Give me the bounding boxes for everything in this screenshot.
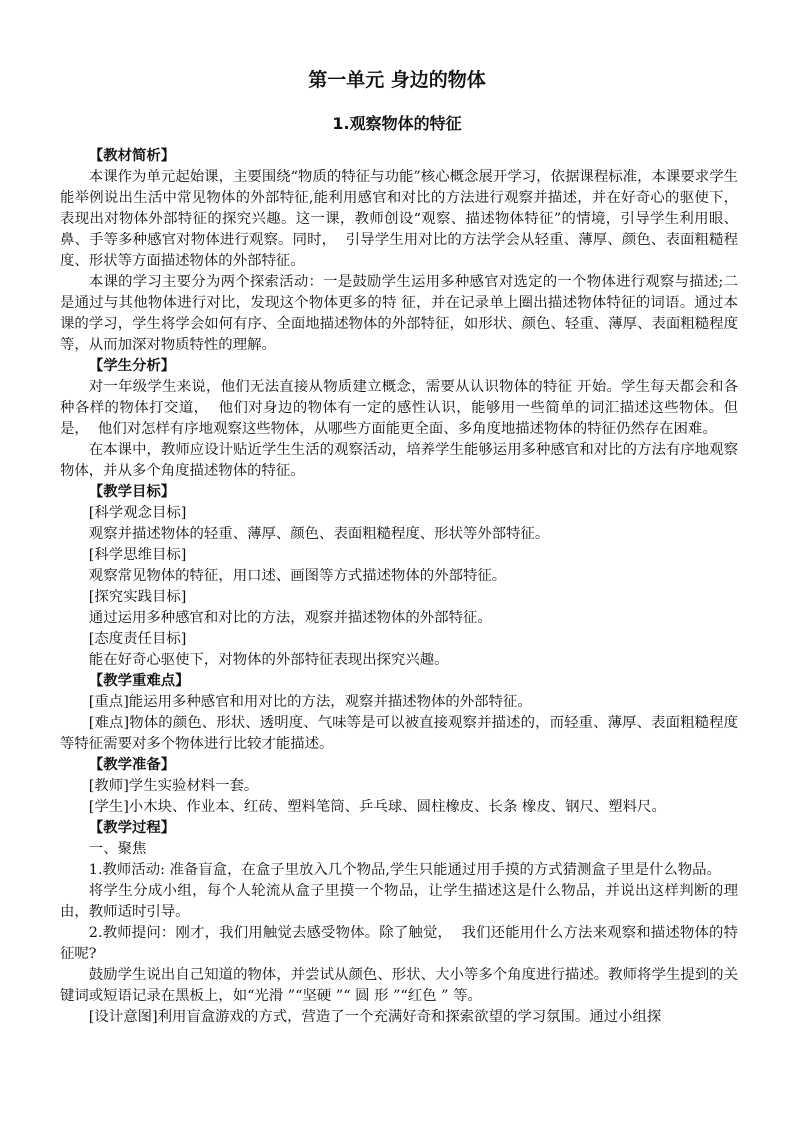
lesson-title: 1.观察物体的特征 [332,114,462,133]
unit-title: 第一单元 身边的物体 [308,69,486,91]
objective-text: 观察并描述物体的轻重、薄厚、颜色、表面粗糙程度、形状等外部特征。 [88,526,550,542]
paragraph: 2.教师提问：刚才，我们用触觉去感受物体。除了触觉， 我们还能用什么方法来观察和描述物体的特征呢? [60,925,738,962]
paragraph: 1.教师活动: 准备盲盒，在盒子里放入几个物品,学生只能通过用手摸的方式猜测盒子里是什么物品。 [88,862,721,878]
objective-text: 通过运用多种感官和对比的方法，观察并描述物体的外部特征。 [88,610,492,626]
subsection-heading: 一、聚焦 [88,841,147,857]
paragraph: 本课的学习主要分为两个探索活动：一是鼓励学生运用多种感官对选定的一个物体进行观察与描述;二是通过与其他物体进行对比，发现这个物体更多的特 征，并在记录单上圈出描述物体特征的词语。通过本课的学习，学生将学会如何有序、全面地描述物体的外部特征，如形状、颜色、轻重、薄厚、表面粗糙程度等，从而加深对物质特性的理解。 [60,274,738,353]
paragraph: 对一年级学生来说，他们无法直接从物质建立概念，需要从认识物体的特征 开始。学生每天都会和各种各样的物体打交道， 他们对身边的物体有一定的感性认识，能够用一些简单的词汇描述这些物体。但是， 他们对怎样有序地观察这些物体，从哪些方面能更全面、多角度地描述物体的特征仍然存在困难。 [60,379,738,437]
section-heading-objectives: 【教学目标】 [88,484,176,500]
paragraph: [教师]学生实验材料一套。 [88,778,259,794]
objective-label: [探究实践目标] [88,589,187,605]
section-heading-process: 【教学过程】 [88,820,176,836]
objective-label: [科学观念目标] [88,505,187,521]
paragraph: 鼓励学生说出自己知道的物体，并尝试从颜色、形状、大小等多个角度进行描述。教师将学生提到的关键词或短语记录在黑板上，如“光滑 ”“坚硬 ”“ 圆 形 ”“红色 ” 等。 [60,967,738,1004]
objective-text: 观察常见物体的特征，用口述、画图等方式描述物体的外部特征。 [88,568,507,584]
section-heading-students: 【学生分析】 [88,358,176,374]
paragraph: [学生]小木块、作业本、红砖、塑料笔筒、乒乓球、圆柱橡皮、长条 橡皮、钢尺、塑料尺。 [88,799,666,815]
paragraph: [设计意图]利用盲盒游戏的方式，营造了一个充满好奇和探索欲望的学习氛围。通过小组探 [88,1009,662,1025]
section-heading-materials: 【教材简析】 [88,148,176,164]
paragraph: 将学生分成小组，每个人轮流从盒子里摸一个物品，让学生描述这是什么物品，并说出这样判断的理由，教师适时引导。 [60,883,738,920]
document-body [60,146,738,1028]
paragraph: 在本课中，教师应设计贴近学生生活的观察活动，培养学生能够运用多种感官和对比的方法有序地观察物体，并从多个角度描述物体的特征。 [60,442,738,479]
paragraph: [重点]能运用多种感官和用对比的方法，观察并描述物体的外部特征。 [88,694,532,710]
objective-label: [态度责任目标] [88,631,187,647]
section-heading-key-points: 【教学重难点】 [88,673,190,689]
paragraph: 本课作为单元起始课，主要围绕“物质的特征与功能”核心概念展开学习，依据课程标准，本课要求学生能举例说出生活中常见物体的外部特征,能利用感官和对比的方法进行观察并描述，并在好奇心的驱使下，表现出对物体外部特征的探究兴趣。这一课，教师创设“观察、描述物体特征”的情境，引导学生利用眼、鼻、手等多种感官对物体进行观察。同时， 引导学生用对比的方法学会从轻重、薄厚、颜色、表面粗糙程度、形状等方面描述物体的外部特征。 [60,169,738,269]
paragraph: [难点]物体的颜色、形状、透明度、气味等是可以被直接观察并描述的，而轻重、薄厚、表面粗糙程度等特征需要对多个物体进行比较才能描述。 [60,715,738,752]
section-heading-preparation: 【教学准备】 [88,757,176,773]
objective-label: [科学思维目标] [88,547,187,563]
objective-text: 能在好奇心驱使下，对物体的外部特征表现出探究兴趣。 [88,652,449,668]
